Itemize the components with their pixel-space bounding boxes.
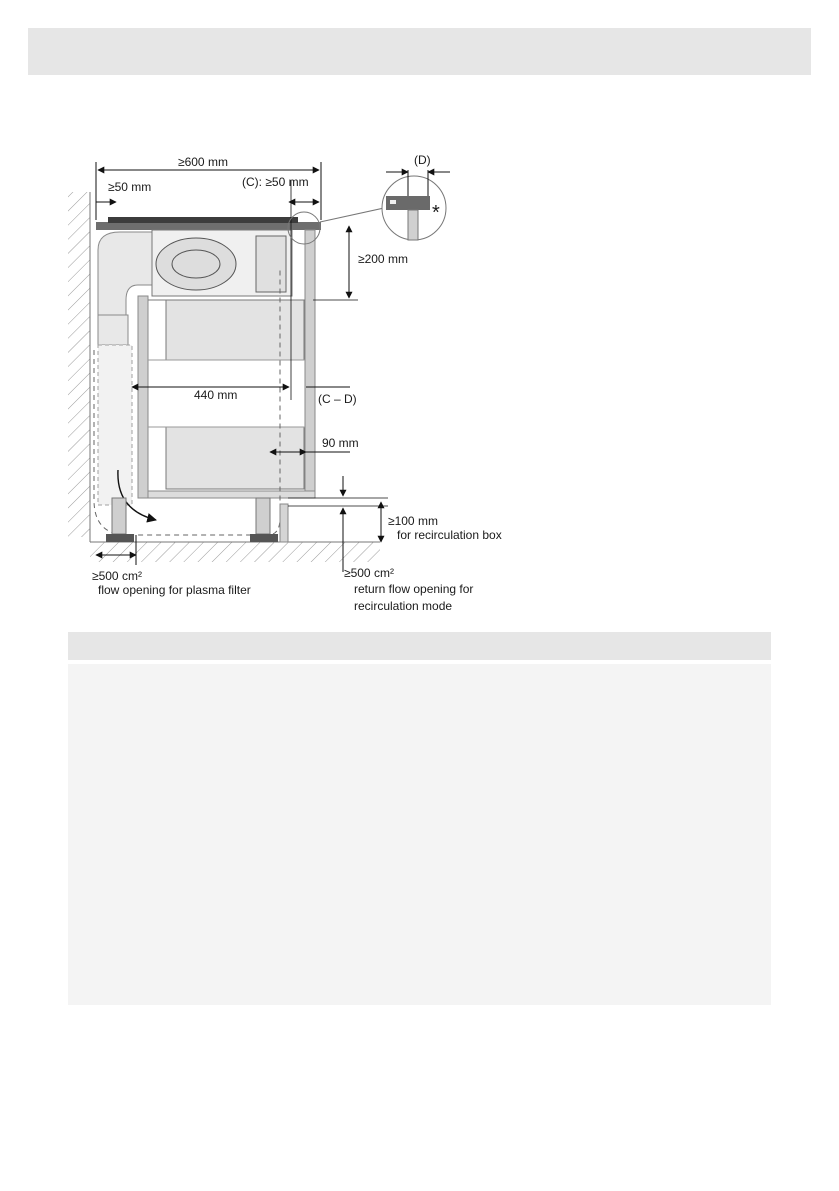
floor-hatch — [90, 542, 380, 562]
hob-glass — [108, 217, 298, 223]
foot-right — [256, 498, 270, 534]
label-right-gap: (C): ≥50 mm — [242, 175, 309, 189]
cabinet-front-panel — [305, 230, 315, 498]
label-left-gap: ≥50 mm — [108, 180, 152, 194]
label-detail-asterisk: * — [432, 202, 440, 224]
wall-hatch — [68, 192, 90, 537]
foot-left — [112, 498, 126, 534]
label-opening-right-note-2: recirculation mode — [354, 599, 453, 613]
label-opening-left-value: ≥500 cm² — [92, 569, 142, 583]
section-header-bar — [68, 632, 771, 660]
label-opening-right-note-1: return flow opening for — [354, 582, 474, 596]
label-depth: 440 mm — [194, 388, 238, 402]
label-opening-right-value: ≥500 cm² — [344, 566, 394, 580]
section-body-box — [68, 664, 771, 1005]
worktop — [96, 222, 321, 230]
label-plinth-note: for recirculation box — [397, 528, 502, 542]
label-c-minus-d: (C – D) — [318, 392, 357, 406]
page-header-bar — [28, 28, 811, 75]
label-detail-d: (D) — [414, 153, 431, 167]
cabinet-back-panel — [138, 296, 148, 498]
label-height-top: ≥200 mm — [358, 252, 408, 266]
installation-drawing — [68, 140, 608, 620]
drawer-lower — [166, 427, 304, 489]
label-opening-left-note: flow opening for plasma filter — [98, 583, 251, 597]
installation-diagram — [68, 140, 608, 620]
plinth-panel — [280, 504, 288, 542]
duct-lower — [98, 315, 128, 345]
label-total-width: ≥600 mm — [178, 155, 228, 169]
fan-wheel — [156, 238, 236, 290]
label-drawer-offset: 90 mm — [322, 436, 359, 450]
drawer-upper — [166, 300, 304, 360]
extractor-duct — [98, 232, 160, 315]
label-plinth-height: ≥100 mm — [388, 514, 438, 528]
